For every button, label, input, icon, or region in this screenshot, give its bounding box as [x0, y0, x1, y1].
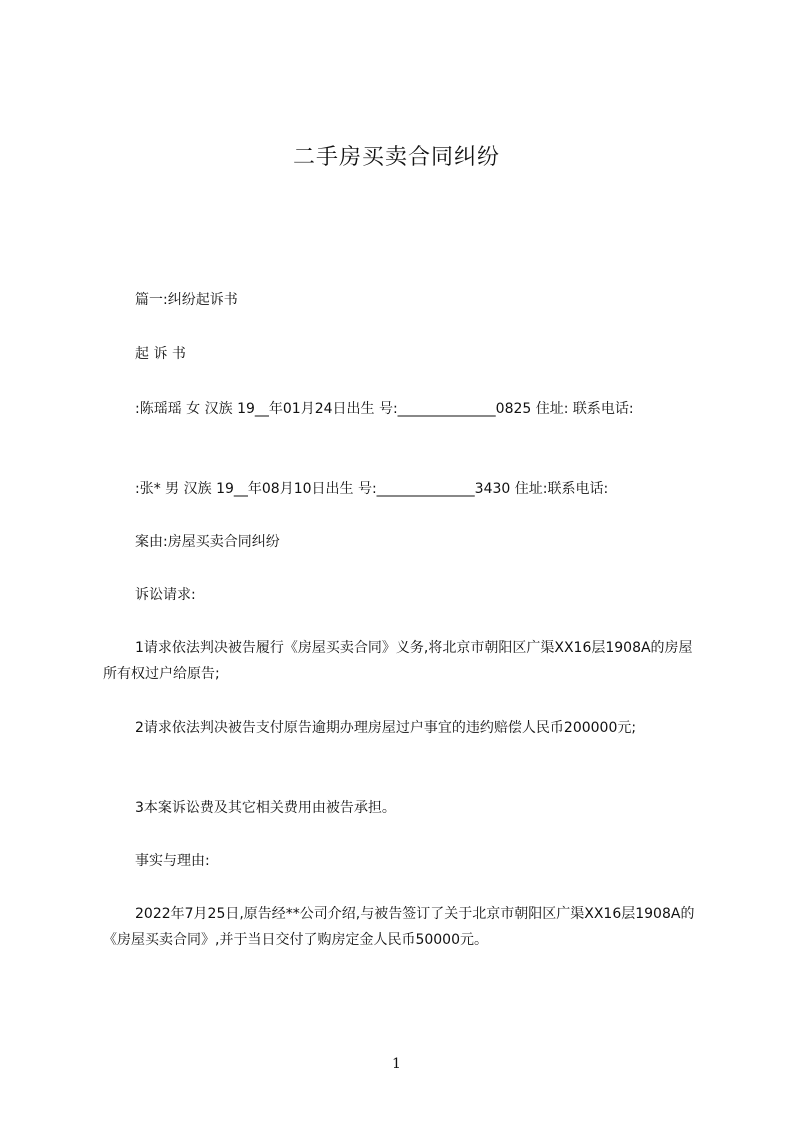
- paragraph-section-heading: 篇一:纠纷起诉书: [135, 292, 238, 308]
- paragraph-facts-heading: 事实与理由:: [135, 853, 210, 869]
- paragraph-claim-3: 3本案诉讼费及其它相关费用由被告承担。: [135, 800, 396, 816]
- paragraph-defendant-info: :张* 男 汉族 19__年08月10日出生 号:______________3430 住址:联系电话:: [135, 481, 609, 497]
- paragraph-facts-body: 2022年7月25日,原告经**公司介绍,与被告签订了关于北京市朝阳区广渠XX16层1908A的《房屋买卖合同》,并于当日交付了购房定金人民币50000元。: [103, 906, 695, 948]
- paragraph-claim-1: 1请求依法判决被告履行《房屋买卖合同》义务,将北京市朝阳区广渠XX16层1908A的房屋所有权过户给原告;: [103, 640, 693, 682]
- document-title: 二手房买卖合同纠纷: [292, 145, 500, 170]
- paragraph-complaint-heading: 起 诉 书: [135, 346, 186, 362]
- paragraph-claim-2: 2请求依法判决被告支付原告逾期办理房屋过户事宜的违约赔偿人民币200000元;: [135, 720, 637, 736]
- paragraph-cause: 案由:房屋买卖合同纠纷: [135, 534, 280, 550]
- paragraph-plaintiff-info: :陈瑶瑶 女 汉族 19__年01月24日出生 号:______________0825 住址: 联系电话:: [135, 401, 634, 417]
- page-number: 1: [392, 1056, 401, 1072]
- paragraph-claims-heading: 诉讼请求:: [135, 587, 196, 603]
